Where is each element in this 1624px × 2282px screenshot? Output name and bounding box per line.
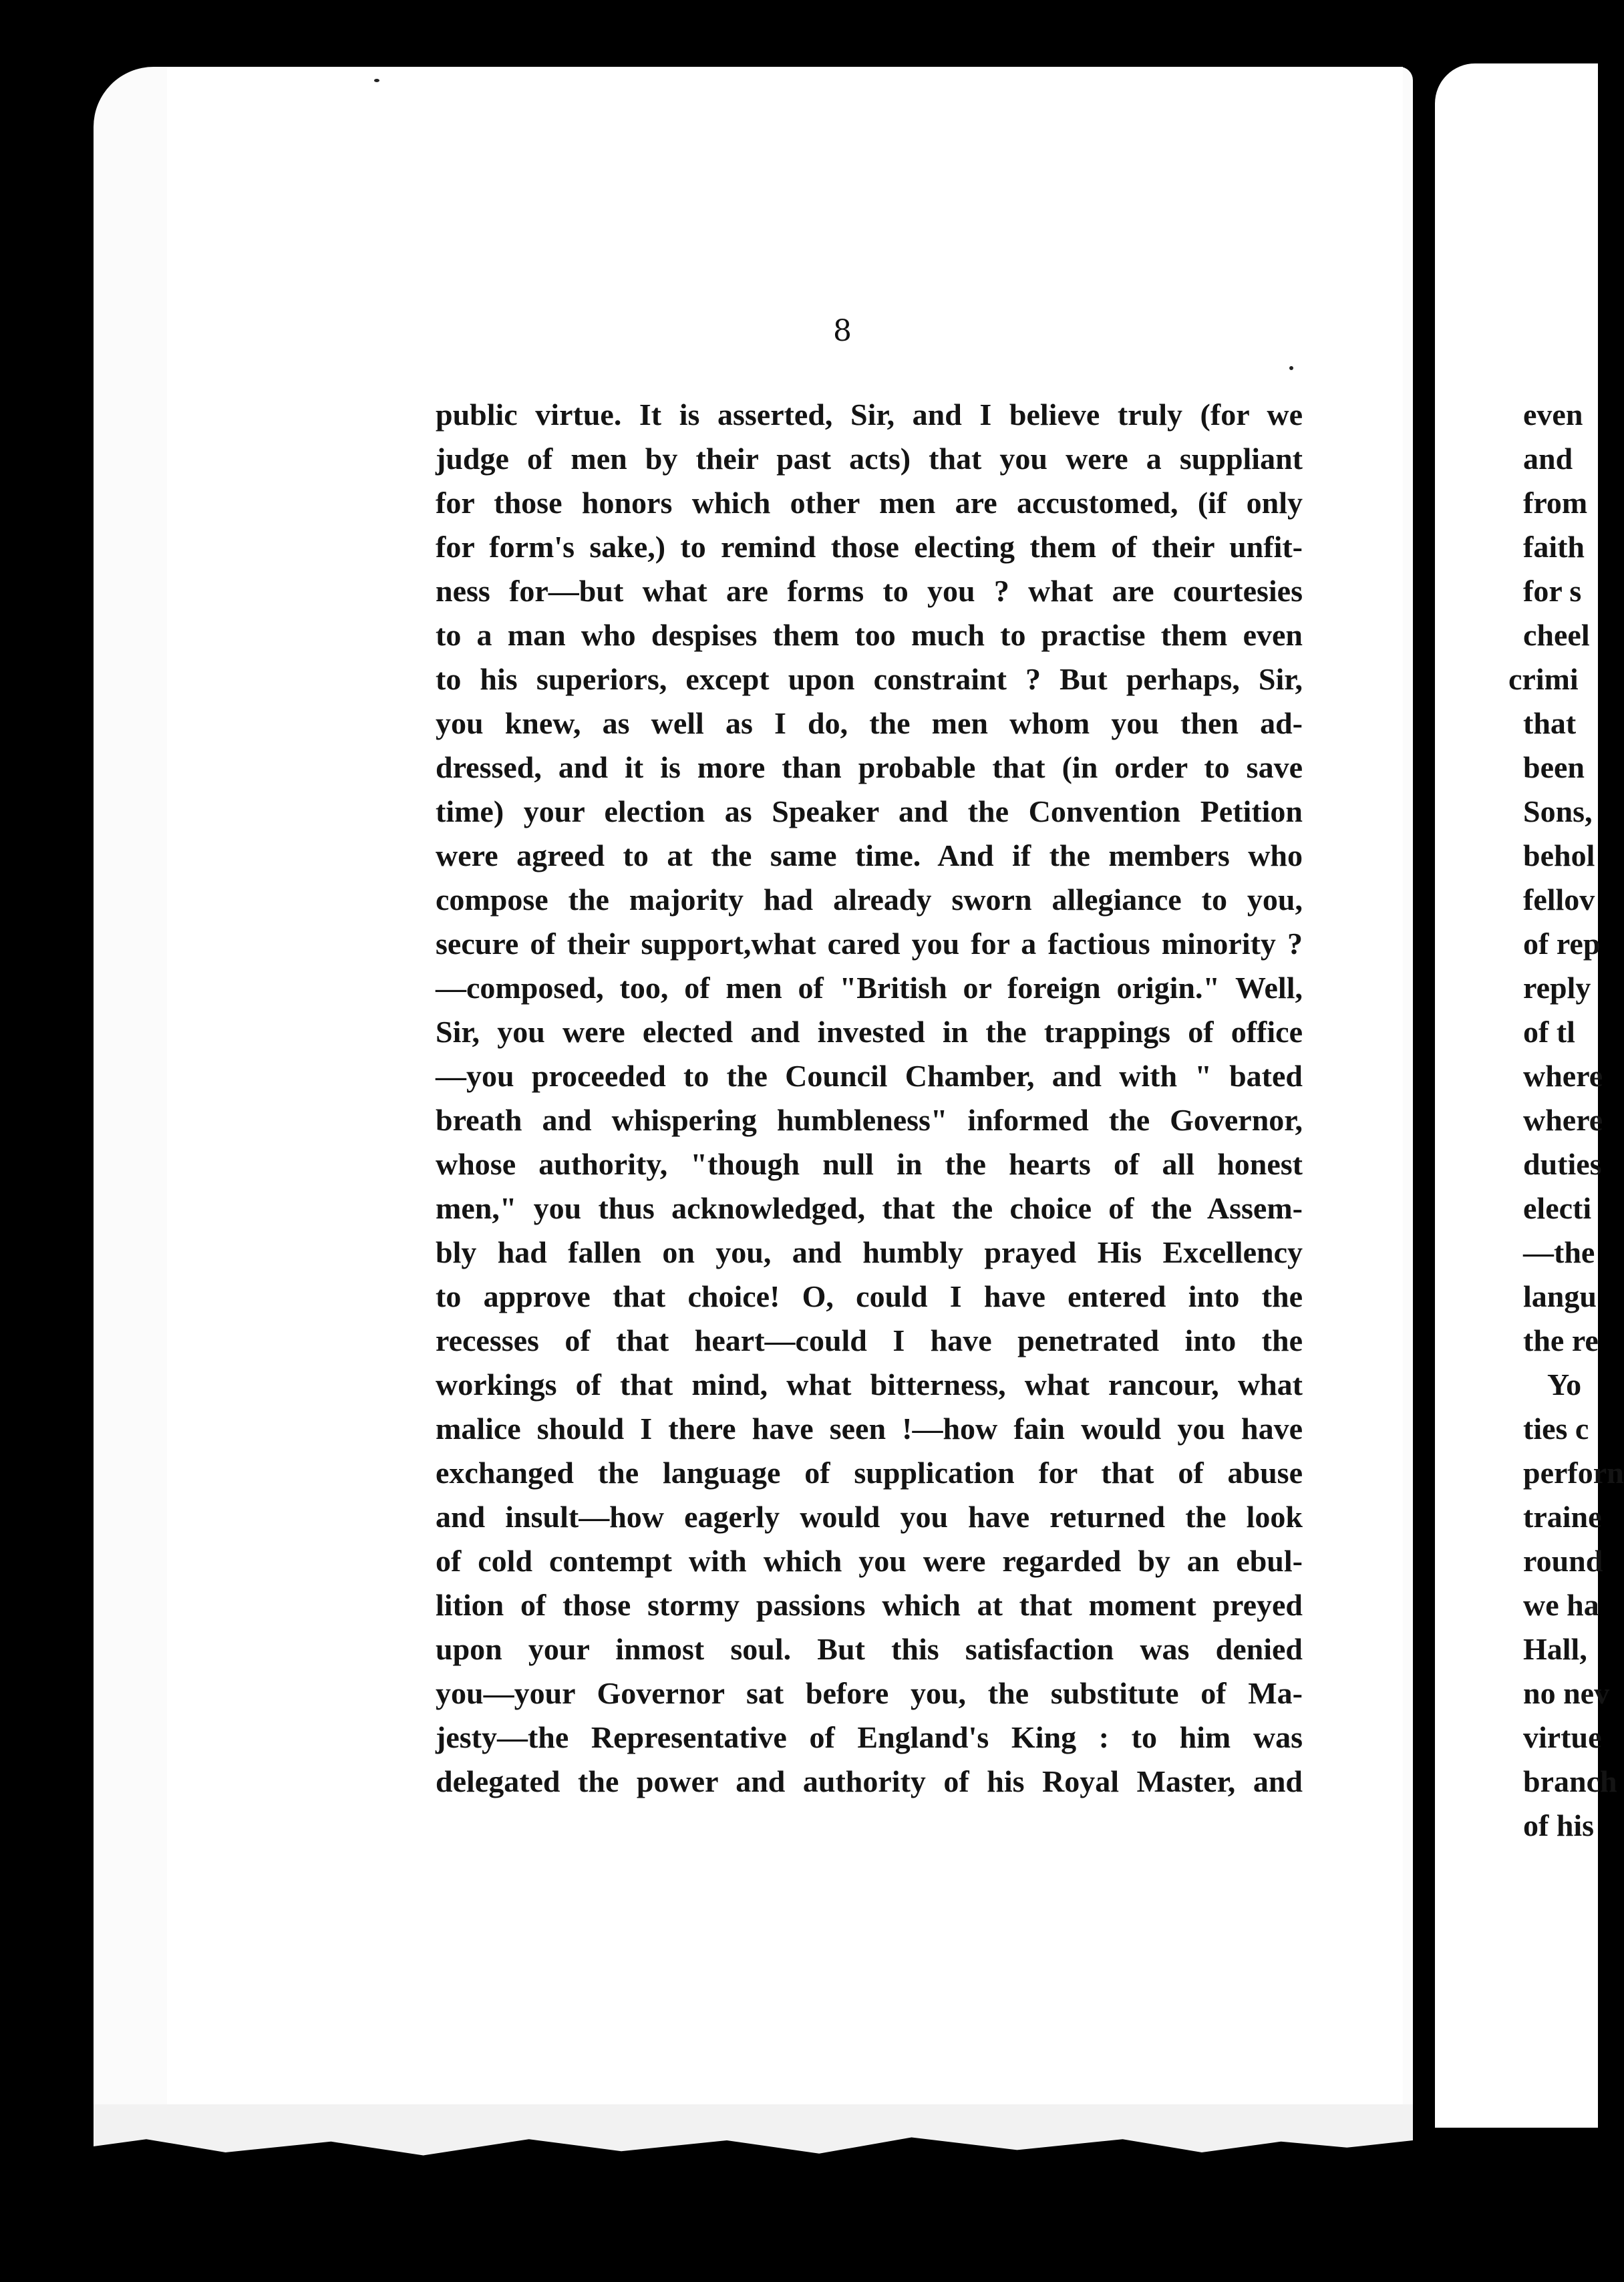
- text-line-fragment: —the: [1523, 1235, 1595, 1269]
- text-line-fragment: fellov: [1523, 882, 1595, 917]
- text-line: Sir, you were elected and invested in the trappings of office: [436, 1015, 1303, 1049]
- text-line: ness for—but what are forms to you ? what are courtesies: [436, 574, 1303, 608]
- text-line-fragment: Yo: [1547, 1367, 1582, 1402]
- text-line-fragment: faith: [1523, 530, 1585, 564]
- text-line: for those honors which other men are accustomed, (if only: [436, 486, 1303, 520]
- page-number: 8: [833, 314, 852, 348]
- text-line: to approve that choice! O, could I have entered into the: [436, 1279, 1303, 1313]
- text-line-fragment: even: [1523, 397, 1583, 432]
- text-line-fragment: electi: [1523, 1191, 1592, 1225]
- text-line-fragment: duties: [1523, 1147, 1602, 1181]
- text-line-fragment: cheel: [1523, 618, 1590, 652]
- text-line: recesses of that heart—could I have penetrated into the: [436, 1323, 1303, 1357]
- text-line: you knew, as well as I do, the men whom you then ad-: [436, 706, 1303, 740]
- text-line-fragment: round: [1523, 1544, 1603, 1578]
- text-line-fragment: and: [1523, 442, 1573, 476]
- text-line: —composed, too, of men of "British or foreign origin." Well,: [436, 971, 1303, 1005]
- text-line-fragment: crimi: [1508, 662, 1579, 696]
- text-line-fragment: that: [1523, 706, 1577, 740]
- text-line: jesty—the Representative of England's King : to him was: [436, 1720, 1303, 1754]
- text-line-fragment: of his: [1523, 1808, 1595, 1842]
- text-line-fragment: no nev: [1523, 1676, 1610, 1710]
- text-line-fragment: branch: [1523, 1764, 1617, 1798]
- text-line: judge of men by their past acts) that you were a suppliant: [436, 442, 1303, 476]
- text-line-fragment: been: [1523, 750, 1585, 784]
- text-line-fragment: virtue: [1523, 1720, 1602, 1754]
- right-page-text: [1508, 393, 1624, 1848]
- text-line: of cold contempt with which you were regarded by an ebul-: [436, 1544, 1303, 1578]
- text-line: for form's sake,) to remind those electing them of their unfit-: [436, 530, 1303, 564]
- text-line-fragment: traine: [1523, 1500, 1602, 1534]
- text-line: men," you thus acknowledged, that the choice of the Assem-: [436, 1191, 1303, 1225]
- text-line: delegated the power and authority of his Royal Master, and: [436, 1764, 1303, 1798]
- page-gutter: [1413, 67, 1433, 2151]
- text-line-fragment: from: [1523, 486, 1588, 520]
- text-line: and insult—how eagerly would you have returned the look: [436, 1500, 1303, 1534]
- text-line: upon your inmost soul. But this satisfaction was denied: [436, 1632, 1303, 1666]
- torn-page-edge: [94, 2104, 1413, 2164]
- text-line-fragment: Sons,: [1523, 794, 1593, 828]
- text-line: to his superiors, except upon constraint ? But perhaps, Sir,: [436, 662, 1303, 696]
- text-line-fragment: perforn: [1523, 1456, 1624, 1490]
- text-line: you—your Governor sat before you, the substitute of Ma-: [436, 1676, 1303, 1710]
- text-line-fragment: reply: [1523, 971, 1591, 1005]
- text-line-fragment: where: [1523, 1059, 1603, 1093]
- text-line: whose authority, "though null in the hearts of all honest: [436, 1147, 1303, 1181]
- text-line: compose the majority had already sworn allegiance to you,: [436, 882, 1303, 917]
- text-line-fragment: of tl: [1523, 1015, 1575, 1049]
- text-line: dressed, and it is more than probable that (in order to save: [436, 750, 1303, 784]
- text-line: public virtue. It is asserted, Sir, and I believe truly (for we: [436, 397, 1303, 432]
- text-line: lition of those stormy passions which at that moment preyed: [436, 1588, 1303, 1622]
- text-line-fragment: for s: [1523, 574, 1582, 608]
- text-line: exchanged the language of supplication for that of abuse: [436, 1456, 1303, 1490]
- text-line-fragment: where: [1523, 1103, 1603, 1137]
- text-line-fragment: Hall,: [1523, 1632, 1587, 1666]
- text-line: malice should I there have seen !—how fain would you have: [436, 1412, 1303, 1446]
- text-line: were agreed to at the same time. And if the members who: [436, 838, 1303, 872]
- text-line: to a man who despises them too much to practise them even: [436, 618, 1303, 652]
- text-line: breath and whispering humbleness" informed the Governor,: [436, 1103, 1303, 1137]
- text-line: time) your election as Speaker and the Convention Petition: [436, 794, 1303, 828]
- ink-speck: [1289, 366, 1293, 370]
- text-line-fragment: of rep: [1523, 927, 1601, 961]
- text-line: secure of their support,what cared you for a factious minority ?: [436, 927, 1303, 961]
- text-line: bly had fallen on you, and humbly prayed His Excellency: [436, 1235, 1303, 1269]
- ink-speck: [374, 79, 379, 82]
- text-line: —you proceeded to the Council Chamber, and with " bated: [436, 1059, 1303, 1093]
- text-line-fragment: langu: [1523, 1279, 1597, 1313]
- text-line-fragment: we ha: [1523, 1588, 1599, 1622]
- text-line-fragment: ties c: [1523, 1412, 1589, 1446]
- text-line: workings of that mind, what bitterness, what rancour, what: [436, 1367, 1303, 1402]
- text-line-fragment: the re: [1523, 1323, 1599, 1357]
- text-line-fragment: behol: [1523, 838, 1595, 872]
- body-text: [436, 393, 1303, 1804]
